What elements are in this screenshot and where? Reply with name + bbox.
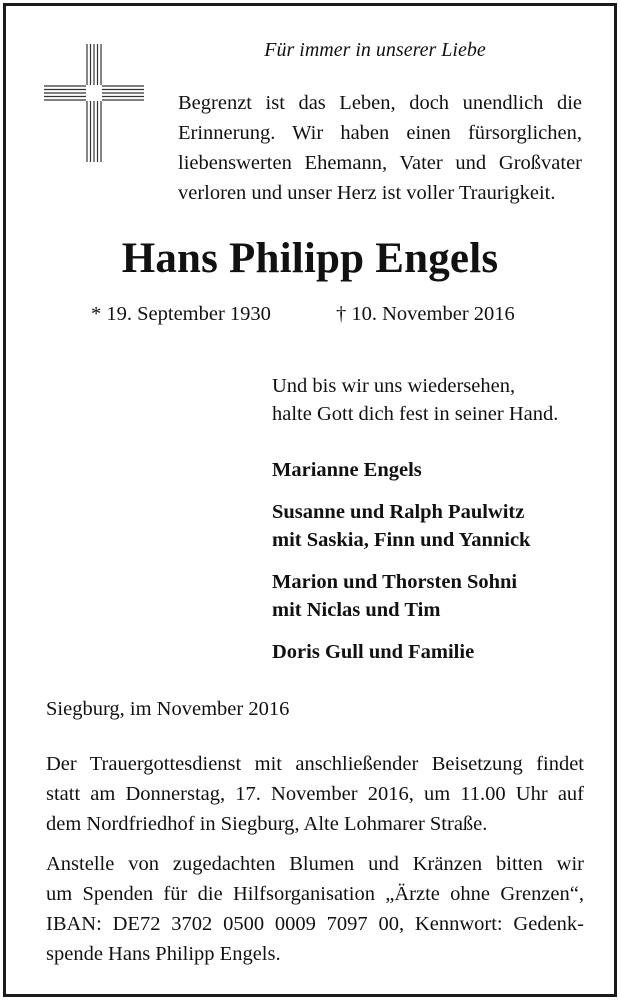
cross-icon xyxy=(44,44,144,164)
donation-info xyxy=(46,849,584,969)
mourner-line: mit Saskia, Finn und Yannick xyxy=(272,529,531,551)
donation-line: IBAN: DE72 3702 0500 0009 7097 00, Kennwort: Gedenk- xyxy=(46,913,584,935)
donation-line: Anstelle von zugedachten Blumen und Kränzen bitten wir xyxy=(46,853,584,875)
intro-text xyxy=(178,88,582,208)
mourner-line: Marion und Thorsten Sohni xyxy=(272,571,518,593)
motto: Für immer in unserer Liebe xyxy=(264,39,486,61)
mourner-line: Doris Gull und Familie xyxy=(272,641,475,663)
mourners-list xyxy=(272,456,530,680)
place-date: Siegburg, im November 2016 xyxy=(46,698,290,720)
intro-line: Erinnerung. Wir haben einen fürsorglichen, xyxy=(178,122,582,144)
service-line: Der Trauergottesdienst mit anschließender Beisetzung findet xyxy=(46,753,584,775)
mourner-group xyxy=(272,568,530,624)
death-date: † 10. November 2016 xyxy=(336,303,515,325)
mourner-group xyxy=(272,498,530,554)
service-line: statt am Donnerstag, 17. November 2016, um 11.00 Uhr auf xyxy=(46,783,584,805)
intro-line: verloren und unser Herz ist voller Traurigkeit. xyxy=(178,182,556,204)
intro-line: liebenswerten Ehemann, Vater und Großvater xyxy=(178,152,582,174)
service-info xyxy=(46,749,584,839)
obituary-frame xyxy=(3,3,617,997)
donation-line: um Spenden für die Hilfsorganisation „Ärzte ohne Grenzen“, xyxy=(46,883,584,905)
mourner-group xyxy=(272,456,530,484)
birth-date: * 19. September 1930 xyxy=(91,303,271,325)
service-line: dem Nordfriedhof in Siegburg, Alte Lohmarer Straße. xyxy=(46,813,488,835)
verse-line: Und bis wir uns wiedersehen, xyxy=(272,375,516,397)
mourner-line: Marianne Engels xyxy=(272,459,422,481)
verse xyxy=(272,372,558,428)
mourner-line: Susanne und Ralph Paulwitz xyxy=(272,501,525,523)
intro-line: Begrenzt ist das Leben, doch unendlich die xyxy=(178,92,582,114)
donation-line: spende Hans Philipp Engels. xyxy=(46,943,281,965)
mourner-group xyxy=(272,638,530,666)
mourner-line: mit Niclas und Tim xyxy=(272,599,441,621)
verse-line: halte Gott dich fest in seiner Hand. xyxy=(272,403,559,425)
deceased-name: Hans Philipp Engels xyxy=(121,235,499,282)
